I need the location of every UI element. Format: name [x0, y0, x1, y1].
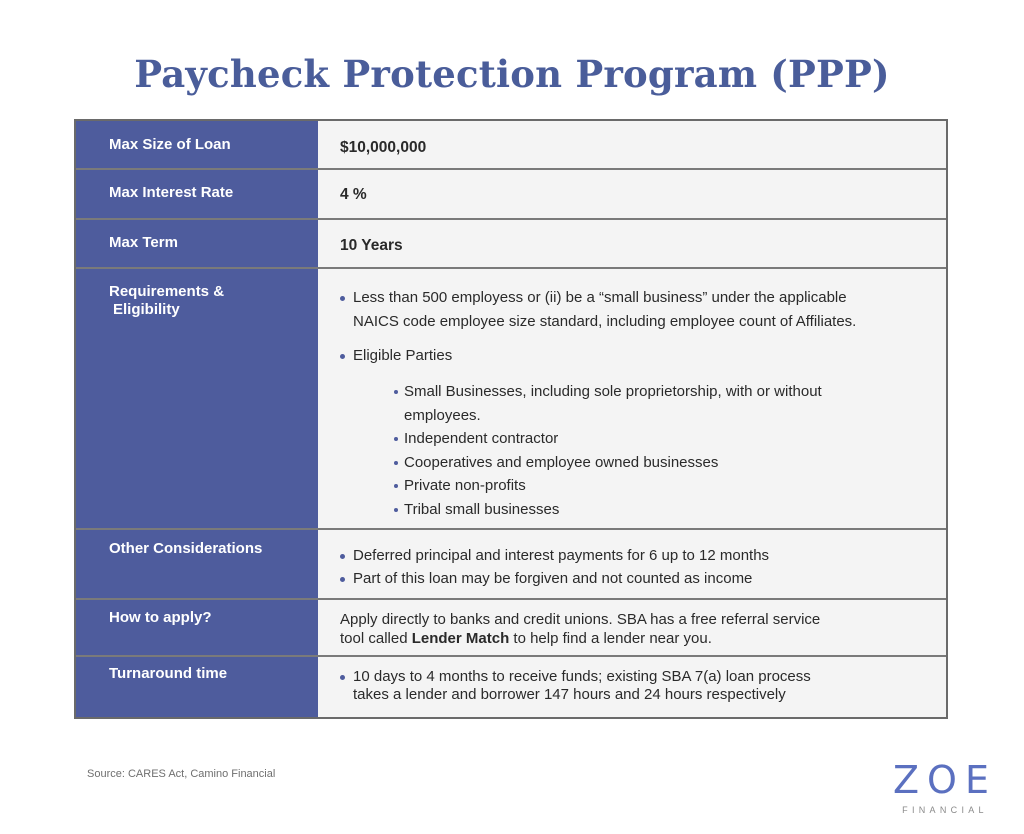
source-note: Source: CARES Act, Camino Financial [87, 768, 276, 780]
row-label-cell [76, 121, 318, 168]
list-item [340, 286, 920, 334]
list-item: Part of this loan may be forgiven and not counted as income [340, 567, 926, 590]
row-label: Max Term [109, 234, 178, 251]
row-value: 10 Years [340, 237, 403, 254]
list-item-line: Less than 500 employess or (ii) be a “small business” under the applicable [353, 289, 847, 306]
list-item: Small Businesses, including sole proprietorship, with or without employees. [394, 380, 894, 427]
row-label-cell [76, 220, 318, 267]
list-item [340, 344, 920, 521]
eligible-parties-list [394, 380, 920, 521]
ppp-table [74, 119, 948, 719]
table-row-requirements [76, 267, 946, 528]
list-item: Private non-profits [394, 474, 920, 498]
list-item-line: NAICS code employee size standard, including employee count of Affiliates. [353, 313, 857, 330]
row-label: Max Size of Loan [109, 136, 231, 153]
row-label: Other Considerations [109, 540, 263, 557]
list-item: Cooperatives and employee owned businesses [394, 451, 920, 475]
row-label-cell [76, 170, 318, 218]
table-row-term [76, 218, 946, 267]
turnaround-list [340, 668, 926, 704]
apply-text [340, 610, 926, 648]
row-value-cell [318, 657, 946, 717]
apply-text-post: to help find a lender near you. [509, 630, 712, 647]
list-item-text: Eligible Parties [353, 347, 453, 364]
row-value: $10,000,000 [340, 139, 427, 156]
table-row-other [76, 528, 946, 598]
row-value-cell [318, 170, 946, 218]
other-considerations-list [340, 544, 926, 590]
row-value-cell [318, 269, 946, 528]
list-item: Independent contractor [394, 427, 920, 451]
list-item [340, 668, 926, 704]
apply-text-line: Apply directly to banks and credit unions. SBA has a free referral service [340, 611, 821, 628]
row-value: 4 % [340, 186, 367, 203]
table-row-loan [76, 121, 946, 168]
row-value-cell [318, 600, 946, 655]
row-label-line: Requirements & [109, 283, 225, 300]
zoe-financial-logo [882, 760, 1008, 820]
requirements-list [340, 286, 920, 521]
logo-wordmark: ZOE [893, 758, 997, 802]
row-label-cell [76, 657, 318, 717]
list-item-line: 10 days to 4 months to receive funds; existing SBA 7(a) loan process [353, 668, 811, 685]
apply-text-line [340, 629, 926, 648]
row-label-cell [76, 530, 318, 598]
row-label-line: Eligibility [113, 301, 180, 318]
page-title: Paycheck Protection Program (PPP) [134, 52, 890, 96]
table-row-turnaround [76, 655, 946, 717]
row-label: Turnaround time [109, 665, 228, 682]
table-row-apply [76, 598, 946, 655]
list-item-line: takes a lender and borrower 147 hours and 24 hours respectively [353, 686, 786, 703]
lender-match-name: Lender Match [411, 630, 510, 647]
row-label: How to apply? [109, 609, 212, 626]
list-item: Deferred principal and interest payments for 6 up to 12 months [340, 544, 926, 567]
row-value-cell [318, 530, 946, 598]
row-value-cell [318, 220, 946, 267]
list-item: Tribal small businesses [394, 498, 920, 522]
row-label-cell [76, 600, 318, 655]
row-label-cell [76, 269, 318, 528]
logo-subtitle: FINANCIAL [902, 805, 988, 815]
row-label [109, 283, 310, 319]
apply-text-pre: tool called [340, 630, 412, 647]
table-row-interest [76, 168, 946, 218]
row-label: Max Interest Rate [109, 184, 234, 201]
row-value-cell [318, 121, 946, 168]
